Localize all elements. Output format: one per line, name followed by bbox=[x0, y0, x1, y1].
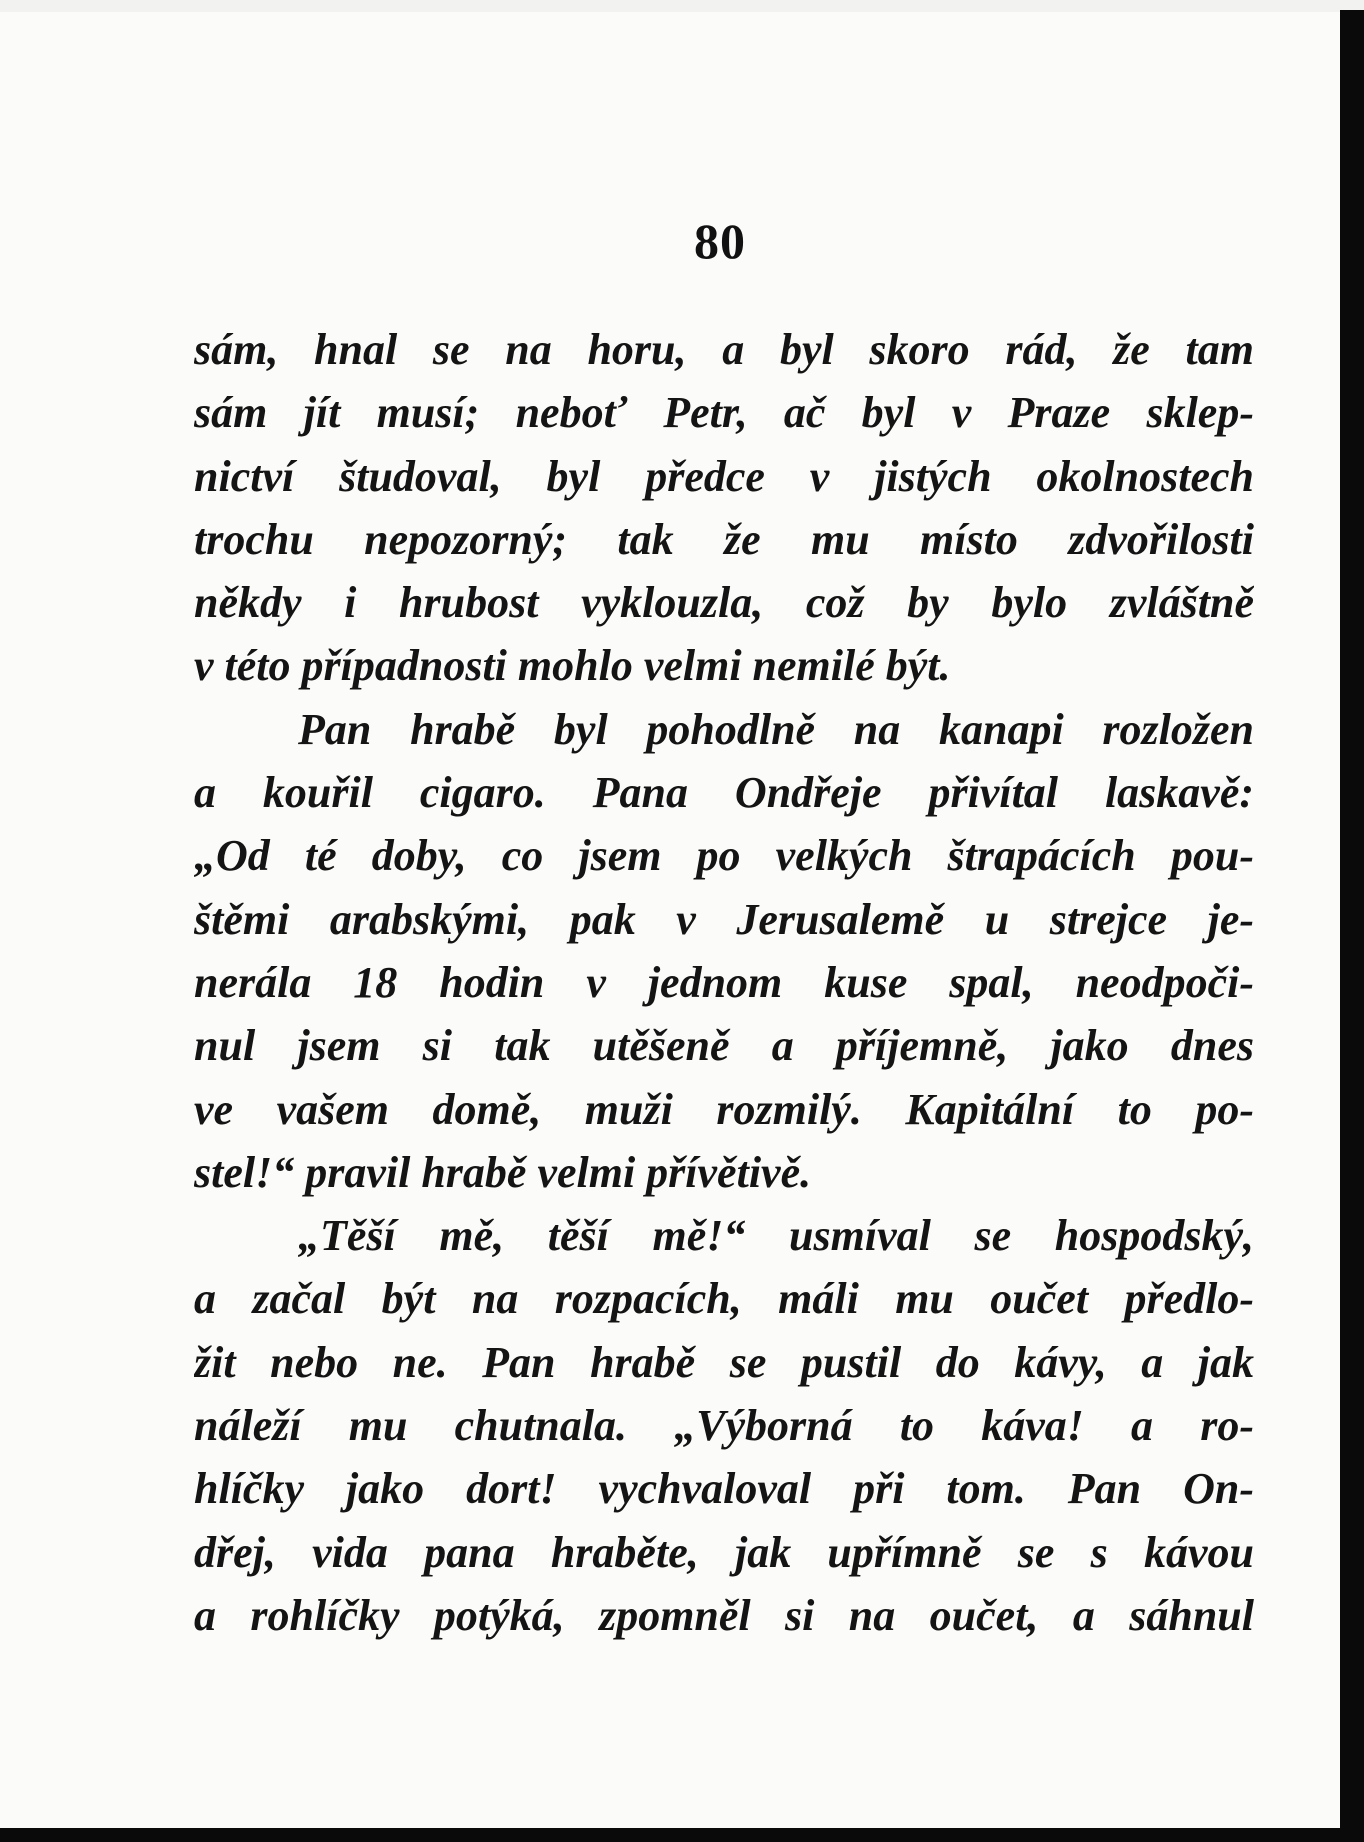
text-line: hlíčky jako dort! vychvaloval při tom. Pan On- bbox=[194, 1464, 1254, 1514]
scan-bottom-edge bbox=[0, 1828, 1364, 1842]
text-line: dřej, vida pana hraběte, jak upřímně se s kávou bbox=[194, 1527, 1254, 1577]
page-number: 80 bbox=[694, 213, 746, 269]
text-line: nul jsem si tak utěšeně a příjemně, jako dnes bbox=[194, 1021, 1254, 1071]
text-line: „Od té doby, co jsem po velkých štrapácích pou- bbox=[194, 831, 1254, 881]
text-line: a rohlíčky potýká, zpomněl si na oučet, a sáhnul bbox=[194, 1590, 1254, 1640]
scan-right-edge bbox=[1340, 10, 1364, 1842]
paragraph-start-line: Pan hrabě byl pohodlně na kanapi rozložen bbox=[298, 704, 1254, 754]
paragraph-start-line: „Těší mě, těší mě!“ usmíval se hospodský, bbox=[298, 1211, 1254, 1261]
body-text bbox=[194, 318, 1254, 1647]
text-line: ve vašem domě, muži rozmilý. Kapitální to po- bbox=[194, 1084, 1254, 1134]
text-line: nerála 18 hodin v jednom kuse spal, neodpoči- bbox=[194, 957, 1254, 1007]
text-line: štěmi arabskými, pak v Jerusalemě u strejce je- bbox=[194, 894, 1254, 944]
text-line: v této případnosti mohlo velmi nemilé být. bbox=[194, 641, 951, 691]
text-line: stel!“ pravil hrabě velmi přívětivě. bbox=[194, 1147, 812, 1197]
text-line: a kouřil cigaro. Pana Ondřeje přivítal laskavě: bbox=[194, 768, 1254, 818]
text-line: náleží mu chutnala. „Výborná to káva! a ro- bbox=[194, 1401, 1254, 1451]
text-line: žit nebo ne. Pan hrabě se pustil do kávy, a jak bbox=[194, 1337, 1254, 1387]
scan-top-edge bbox=[0, 0, 1364, 12]
text-line: trochu nepozorný; tak že mu místo zdvořilosti bbox=[194, 514, 1254, 564]
text-line: sám jít musí; neboť Petr, ač byl v Praze sklep- bbox=[194, 388, 1254, 438]
text-line: nictví študoval, byl předce v jistých okolnostech bbox=[194, 451, 1254, 501]
text-line: a začal být na rozpacích, máli mu oučet předlo- bbox=[194, 1274, 1254, 1324]
text-line: sám, hnal se na horu, a byl skoro rád, že tam bbox=[194, 325, 1254, 374]
text-line: někdy i hrubost vyklouzla, což by bylo zvláštně bbox=[194, 578, 1254, 628]
